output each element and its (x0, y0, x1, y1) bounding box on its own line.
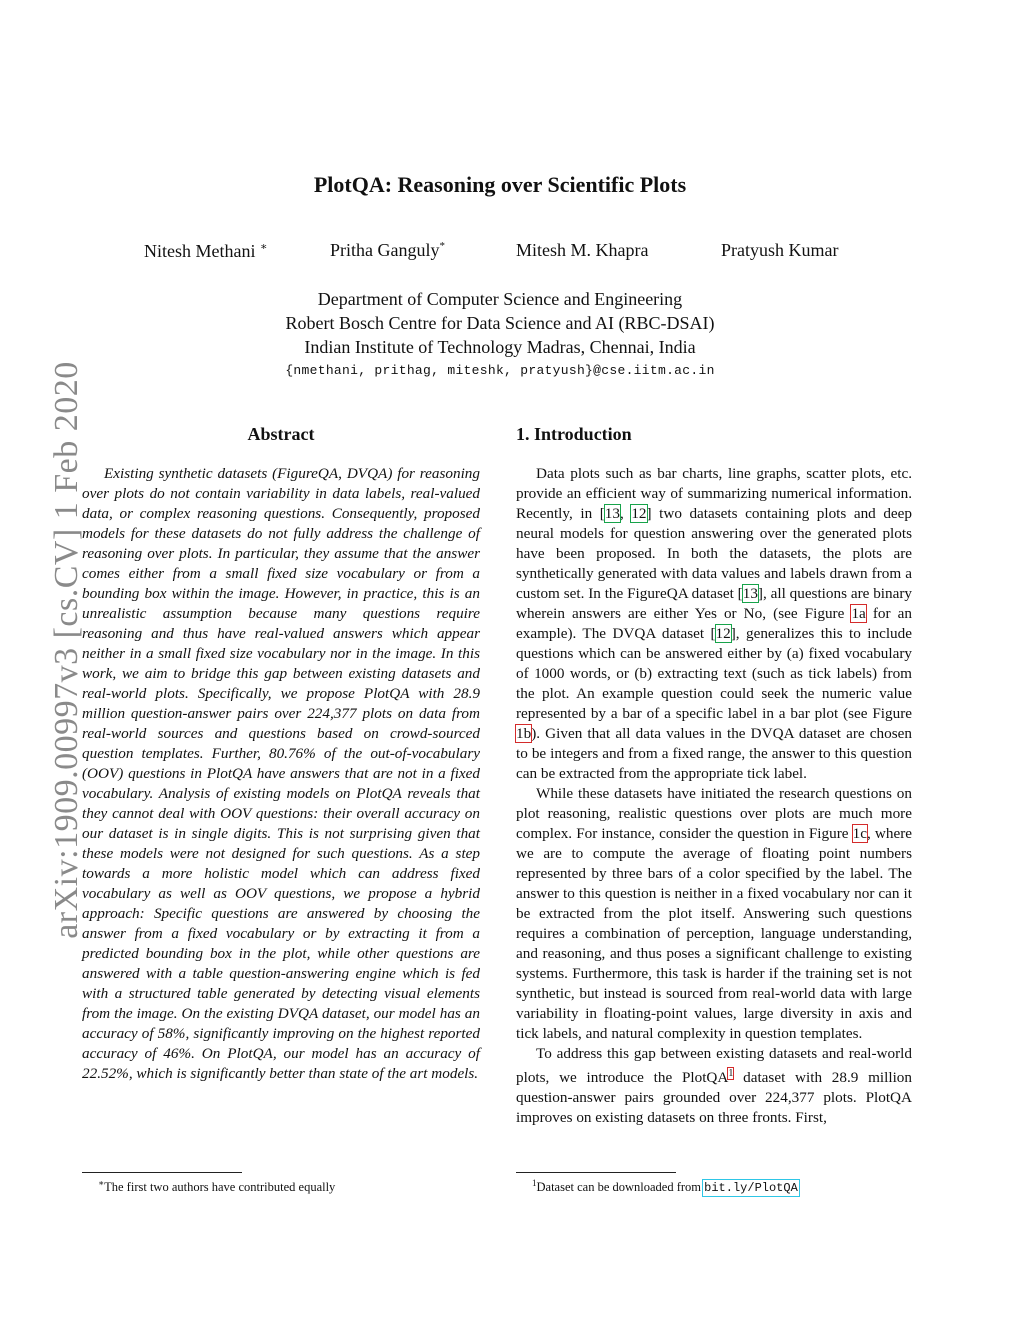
affiliation-block (0, 287, 1000, 383)
footnote-mark: 1 (532, 1178, 537, 1188)
text-run: ] two datasets containing plots and deep neural models for question answering over the generated plots have been proposed. In both the datasets, the plots are synthetically generated with data values and labels drawn from a custom set. In the FigureQA dataset [ (516, 505, 912, 602)
footnote-dataset (532, 1178, 798, 1195)
text-run: While these datasets have initiated the research questions on plot reasoning, realistic questions over plots are much more complex. For instance, consider the question in Figure (516, 785, 912, 842)
text-run: ], all questions are binary wherein answers are either Yes or No, (see Figure (516, 585, 913, 622)
citation-link[interactable]: 13 (742, 585, 758, 602)
intro-paragraph-3 (516, 1044, 912, 1128)
footnote-equal-contribution (98, 1178, 335, 1195)
footnote-mark: ∗ (98, 1178, 105, 1188)
text-run: dataset with 28.9 million question-answer pairs grounded over 224,377 plots. PlotQA improves on existing datasets on three fronts. First, (516, 1069, 912, 1127)
footnote-rule (516, 1172, 676, 1173)
introduction-heading: 1. Introduction (516, 424, 632, 444)
left-column (82, 424, 480, 1084)
footnote-link[interactable]: 1 (728, 1068, 734, 1079)
author-emails: {nmethani, prithag, miteshk, pratyush}@cse.iitm.ac.in (285, 363, 715, 378)
footnote-rule (82, 1172, 242, 1173)
figure-link[interactable]: 1a (851, 605, 866, 622)
author-name: Nitesh Methani (144, 241, 256, 261)
abstract-heading: Abstract (247, 424, 315, 444)
right-column (516, 424, 912, 1128)
citation-link[interactable]: 13 (604, 505, 620, 522)
footnote-text: Dataset can be downloaded from (536, 1180, 705, 1195)
author-mark: * (439, 240, 445, 252)
author-name: Pratyush Kumar (721, 240, 839, 260)
affiliation-line: Indian Institute of Technology Madras, Chennai, India (304, 337, 696, 357)
figure-link[interactable]: 1b (516, 725, 532, 742)
intro-paragraph-1 (516, 464, 912, 784)
author-2 (330, 240, 445, 261)
citation-link[interactable]: 12 (715, 625, 731, 642)
author-4 (721, 240, 838, 261)
abstract-text: Existing synthetic datasets (FigureQA, DVQA) for reasoning over plots do not contain variability in data labels, real-valued data, or complex reasoning questions. Consequently, proposed models for these datasets do not fully address the challenge of reasoning over plots. In particular, they assume that the answer comes either from a small fixed size vocabulary or from a bounding box within the image. However, in practice, this is an unrealistic assumption because many questions require reasoning and thus have real-valued answers which appear neither in a small fixed size vocabulary nor in the image. In this work, we aim to bridge this gap between existing datasets and real-world plots. Specifically, we propose PlotQA with 28.9 million question-answer pairs over 224,377 plots on data from real-world sources and questions based on crowd-sourced question templates. Further, 80.76% of the out-of-vocabulary (OOV) questions in PlotQA have answers that are not in a fixed vocabulary. Analysis of existing models on PlotQA reveals that they cannot deal with OOV questions: their overall accuracy on our dataset is in single digits. This is not surprising given that these models were not designed for such questions. As a step towards a more holistic model which can address fixed vocabulary as well as OOV questions, we propose a hybrid approach: Specific questions are answered by choosing the answer from a fixed vocabulary or by extracting it from a predicted bounding box in the plot, while other questions are answered with a table question-answering engine which is fed with a structured table generated by detecting visual elements from the image. On the existing DVQA dataset, our model has an accuracy of 58%, significantly improving on the highest reported accuracy of 46%. On PlotQA, our model has an accuracy of 22.52%, which is significantly better than state of the art models. (82, 465, 480, 1082)
text-run: , where we are to compute the average of floating point numbers represented by three bars of a color specified by the label. The answer to this question is neither in a fixed vocabulary nor can it be extracted from the plot itself. Answering such questions requires a combination of perception, language understanding, and reasoning, and thus poses a significant challenge to existing systems. Furthermore, this task is harder if the training set is not synthetic, but instead is sourced from real-world data with large variability in floating-point values, large diversity in axis and tick labels, and natural complexity in question templates. (516, 825, 913, 1042)
author-mark: ∗ (259, 241, 268, 253)
affiliation-line: Robert Bosch Centre for Data Science and AI (RBC-DSAI) (285, 313, 715, 333)
affiliation-line: Department of Computer Science and Engineering (317, 289, 683, 309)
author-name: Pritha Ganguly (330, 240, 440, 260)
dataset-url-link[interactable]: bit.ly/PlotQA (704, 1181, 798, 1196)
author-name: Mitesh M. Khapra (516, 240, 649, 260)
text-run: To address this gap between existing datasets and real-world plots, we introduce the PlotQA (516, 1045, 912, 1087)
arxiv-stamp (8, 340, 85, 960)
author-list (0, 240, 1000, 266)
text-run: for an example). The DVQA dataset [ (516, 605, 913, 642)
text-run: ], generalizes this to include questions which can be answered either by (a) fixed vocabulary of 1000 words, or (b) extracting text (such as tick labels) from the plot. An example question could seek the numeric value represented by a bar of a specific label in a bar plot (see Figure (516, 625, 912, 722)
footnote-text: The first two authors have contributed equally (104, 1180, 336, 1195)
author-1 (144, 240, 267, 262)
text-run: Data plots such as bar charts, line graphs, scatter plots, etc. provide an efficient way of summarizing numerical information. Recently, in [ (516, 465, 912, 522)
arxiv-stamp-text: arXiv:1909.00997v3 [cs.CV] 1 Feb 2020 (48, 361, 85, 939)
figure-link[interactable]: 1c (852, 825, 867, 842)
author-3 (516, 240, 648, 261)
text-run: ). Given that all data values in the DVQA dataset are chosen to be integers and from a fixed range, the answer to this question can be extracted from the appropriate tick label. (516, 725, 912, 782)
paper-title: PlotQA: Reasoning over Scientific Plots (313, 172, 687, 197)
text-run: , (619, 505, 632, 522)
citation-link[interactable]: 12 (631, 505, 647, 522)
intro-paragraph-2 (516, 784, 912, 1044)
